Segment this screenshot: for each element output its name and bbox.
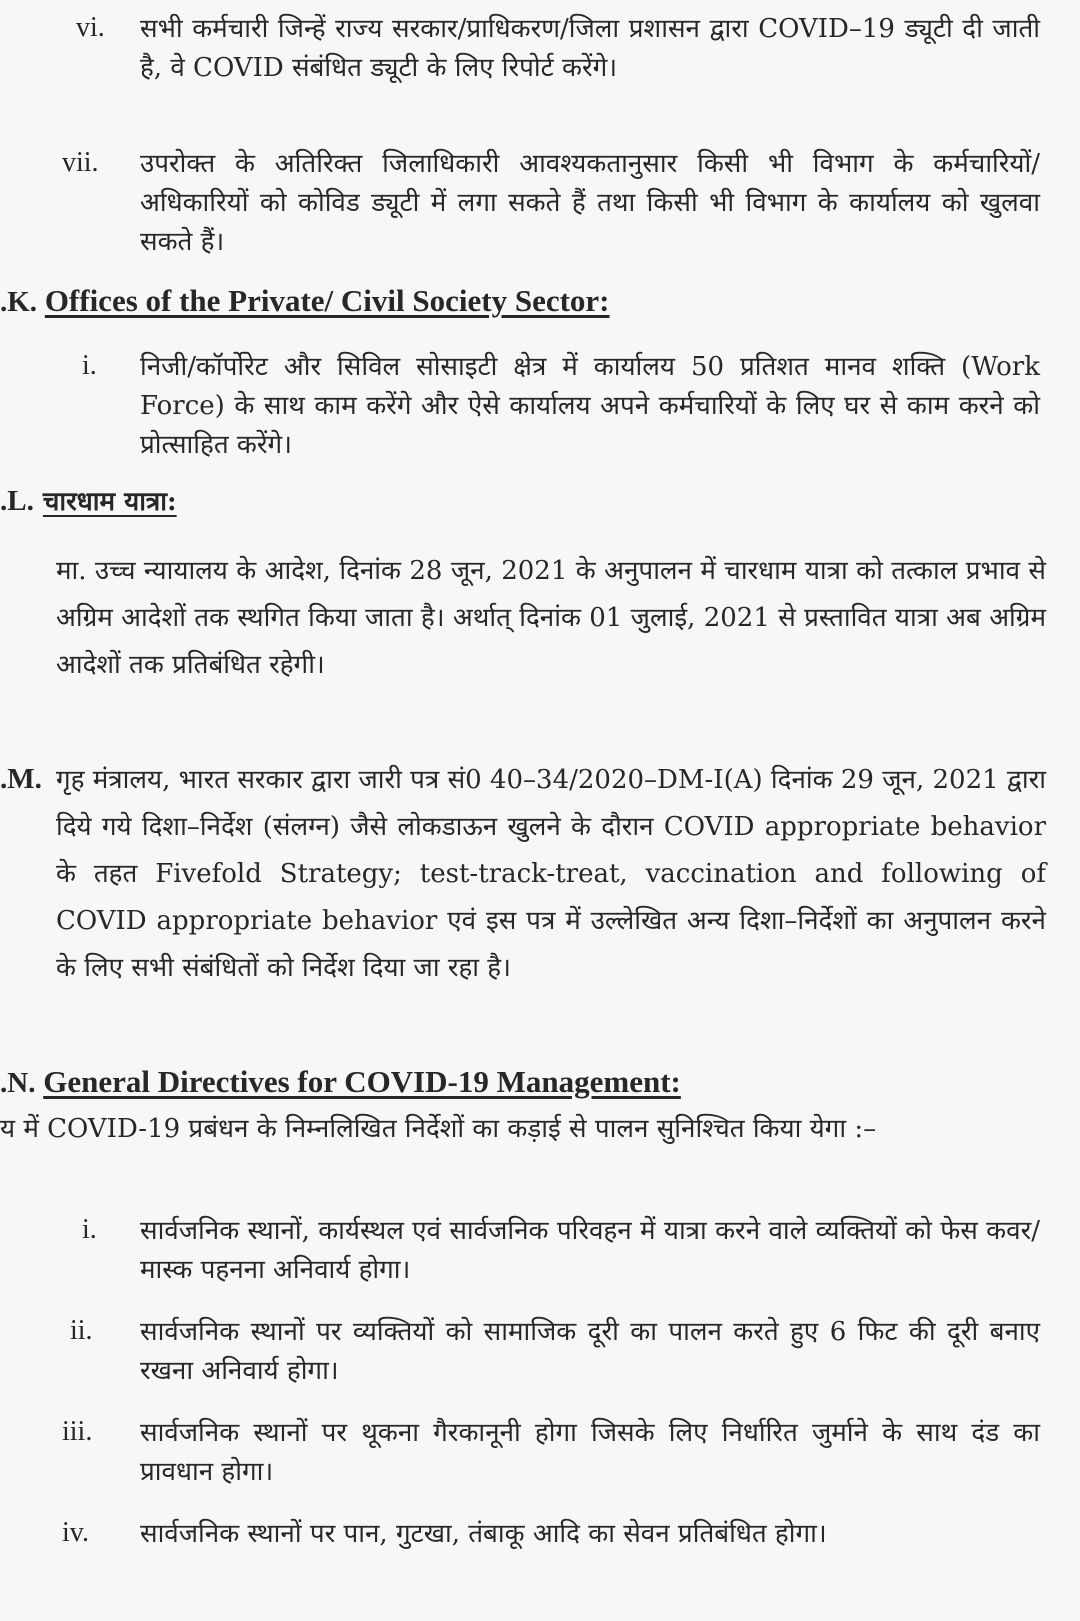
list-item-vii <box>62 145 1052 262</box>
item-number: iii. <box>62 1416 93 1447</box>
section-l-paragraph <box>56 548 1046 689</box>
section-n-intro <box>0 1110 1050 1149</box>
item-text: सार्वजनिक स्थानों पर पान, गुटखा, तंबाकू आदि का सेवन प्रतिबंधित होगा। <box>140 1519 827 1549</box>
section-prefix: .K. <box>0 286 38 318</box>
section-prefix: .N. <box>0 1067 36 1099</box>
intro-text: य में COVID-19 प्रबंधन के निम्नलिखित निर्देशों का कड़ाई से पालन सुनिश्चित किया येगा :– <box>0 1114 877 1144</box>
list-item-k-i <box>62 348 1052 465</box>
item-text: सार्वजनिक स्थानों पर व्यक्तियों को सामाजिक दूरी का पालन करते हुए 6 फिट की दूरी बनाए रखना अनिवार्य होगा। <box>140 1317 1040 1386</box>
item-text: निजी/कॉर्पोरेट और सिविल सोसाइटी क्षेत्र में कार्यालय 50 प्रतिशत मानव शक्ति (Work Force) के साथ काम करेंगे और ऐसे कार्यालय अपने कर्मचारियों के लिए घर से काम करने को प्रोत्साहित करेंगे। <box>140 352 1040 460</box>
paragraph-text: गृह मंत्रालय, भारत सरकार द्वारा जारी पत्र सं0 40–34/2020–DM-I(A) दिनांक 29 जून, 2021 द्वारा दिये गये दिशा–निर्देश (संलग्न) जैसे लोकडाऊन खुलने के दौरान COVID appropriate behavior के तहत Fivefold Strategy; test-track-treat, vaccination and following of COVID appropriate behavior एवं इस पत्र में उल्लेखित अन्य दिशा–निर्देशों का अनुपालन करने के लिए सभी संबंधितों को निर्देश दिया जा रहा है। <box>56 765 1046 983</box>
item-text: सार्वजनिक स्थानों पर थूकना गैरकानूनी होगा जिसके लिए निर्धारित जुर्माने के साथ दंड का प्रावधान होगा। <box>140 1418 1040 1487</box>
list-item-n-iii <box>62 1414 1052 1492</box>
item-number: ii. <box>70 1315 93 1346</box>
section-title: General Directives for COVID-19 Management: <box>43 1064 681 1099</box>
paragraph-text: मा. उच्च न्यायालय के आदेश, दिनांक 28 जून, 2021 के अनुपालन में चारधाम यात्रा को तत्काल प्रभाव से अग्रिम आदेशों तक स्थगित किया जाता है। अर्थात् दिनांक 01 जुलाई, 2021 से प्रस्तावित यात्रा अब अग्रिम आदेशों तक प्रतिबंधित रहेगी। <box>56 556 1046 680</box>
list-item-n-iv <box>62 1515 1052 1554</box>
item-text: सभी कर्मचारी जिन्हें राज्य सरकार/प्राधिकरण/जिला प्रशासन द्वारा COVID–19 ड्यूटी दी जाती है, वे COVID संबंधित ड्यूटी के लिए रिपोर्ट करेंगे। <box>140 14 1040 83</box>
list-item-vi <box>62 10 1052 88</box>
item-number: iv. <box>62 1517 89 1548</box>
list-item-n-i <box>62 1212 1052 1290</box>
section-prefix: .M. <box>0 763 42 795</box>
section-k-heading <box>0 283 610 319</box>
item-number: i. <box>82 350 97 381</box>
list-item-n-ii <box>62 1313 1052 1391</box>
item-number: vii. <box>62 147 99 178</box>
item-number: vi. <box>76 12 105 43</box>
section-title: चारधाम यात्रा: <box>42 487 177 517</box>
section-n-heading <box>0 1064 681 1100</box>
item-text: सार्वजनिक स्थानों, कार्यस्थल एवं सार्वजनिक परिवहन में यात्रा करने वाले व्यक्तियों को फेस कवर/मास्क पहनना अनिवार्य होगा। <box>140 1216 1040 1285</box>
section-title: Offices of the Private/ Civil Society Sector: <box>44 283 610 318</box>
section-l-heading <box>0 482 177 518</box>
section-m <box>0 757 1060 992</box>
item-text: उपरोक्त के अतिरिक्त जिलाधिकारी आवश्यकतानुसार किसी भी विभाग के कर्मचारियों/अधिकारियों को कोविड ड्यूटी में लगा सकते हैं तथा किसी भी विभाग के कार्यालय को खुलवा सकते हैं। <box>140 149 1040 257</box>
item-number: i. <box>82 1214 97 1245</box>
section-prefix: .L. <box>0 485 34 517</box>
